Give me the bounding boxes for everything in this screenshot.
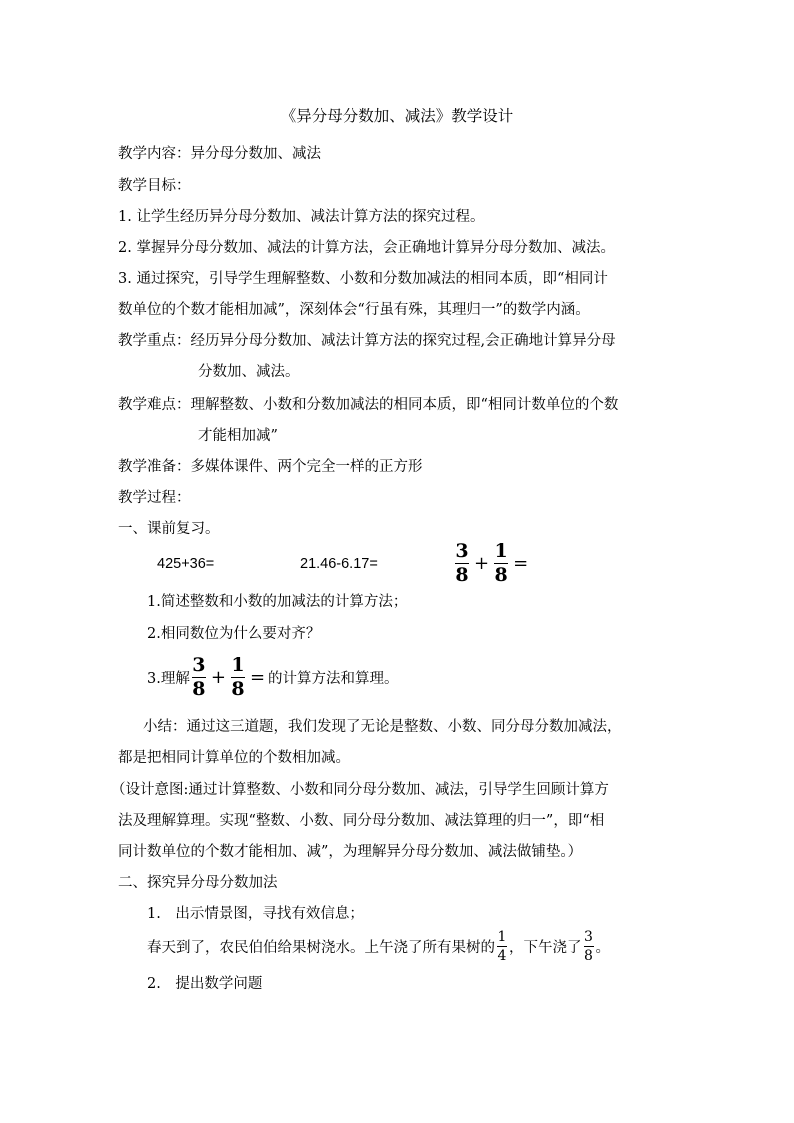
key-point-cont: 分数加、减法。 [198, 364, 300, 380]
process-heading: 教学过程： [118, 490, 191, 506]
question-2: 2.相同数位为什么要对齐？ [147, 626, 321, 642]
step-2: 2. 提出数学问题 [147, 976, 263, 992]
question-1: 1.简述整数和小数的加减法的计算方法； [147, 594, 408, 610]
design-intent-cont-1: 法及理解算理。实现“整数、小数、同分母分数加、减法算理的归一”，即“相 [118, 813, 605, 829]
preparation: 教学准备：多媒体课件、两个完全一样的正方形 [118, 459, 423, 475]
key-point: 教学重点：经历异分母分数加、减法计算方法的探究过程,会正确地计算异分母 [118, 333, 616, 349]
fraction-3-8-scene: $\frac{3}{8}$ [584, 929, 593, 964]
summary: 小结：通过这三道题，我们发现了无论是整数、小数、同分母分数加减法， [143, 719, 622, 735]
difficulty: 教学难点：理解整数、小数和分数加减法的相同本质，即“相同计数单位的个数 [118, 397, 619, 413]
plus-sign: + [474, 553, 490, 574]
question-3 [147, 656, 399, 699]
difficulty-cont: 才能相加减” [198, 428, 278, 444]
summary-cont: 都是把相同计算单位的个数相加减。 [118, 750, 350, 766]
section-review: 一、课前复习。 [118, 521, 220, 537]
step-1: 1. 出示情景图，寻找有效信息； [147, 906, 364, 922]
q3-fraction-1-8: $\frac{1}{8}$ [231, 654, 245, 700]
review-fraction-expr [453, 542, 531, 585]
teaching-content: 教学内容：异分母分数加、减法 [118, 146, 321, 162]
goal-item-3: 3. 通过探究，引导学生理解整数、小数和分数加减法的相同本质，即“相同计 [118, 271, 608, 287]
fraction-3-8: $\frac{3}{8}$ [455, 540, 469, 586]
design-intent-cont-2: 同计数单位的个数才能相加、减”，为理解异分母分数加、减法做铺垫。） [118, 844, 583, 860]
q3-plus-sign: + [210, 667, 226, 688]
document-title: 《异分母分数加、减法》教学设计 [280, 107, 514, 125]
goal-heading: 教学目标： [118, 178, 191, 194]
review-expr-2: 21.46-6.17= [300, 556, 378, 572]
scene-text: 春天到了，农民伯伯给果树浇水。上午浇了所有果树的 $\frac{1}{4}$ ，下午浇了 $\frac{3}{8}$ 。 [147, 929, 610, 964]
fraction-1-4: $\frac{1}{4}$ [497, 929, 507, 964]
equals-sign: = [513, 553, 529, 574]
goal-item-1: 1. 让学生经历异分母分数加、减法计算方法的探究过程。 [118, 209, 485, 225]
q3-fraction-3-8: $\frac{3}{8}$ [192, 654, 206, 700]
goal-item-2: 2. 掌握异分母分数加、减法的计算方法，会正确地计算异分母分数加、减法。 [118, 240, 615, 256]
design-intent: （设计意图:通过计算整数、小数和同分母分数加、减法，引导学生回顾计算方 [111, 782, 609, 798]
review-expr-1: 425+36= [157, 556, 215, 572]
section-explore: 二、探究异分母分数加法 [118, 875, 278, 891]
goal-item-3-cont: 数单位的个数才能相加减”，深刻体会“行虽有殊，其理归一”的数学内涵。 [118, 302, 590, 318]
question-3-suffix: 的计算方法和算理。 [268, 671, 399, 687]
question-3-prefix: 3.理解 [147, 671, 190, 687]
q3-equals-sign: = [249, 667, 266, 688]
fraction-1-8: $\frac{1}{8}$ [494, 540, 508, 586]
